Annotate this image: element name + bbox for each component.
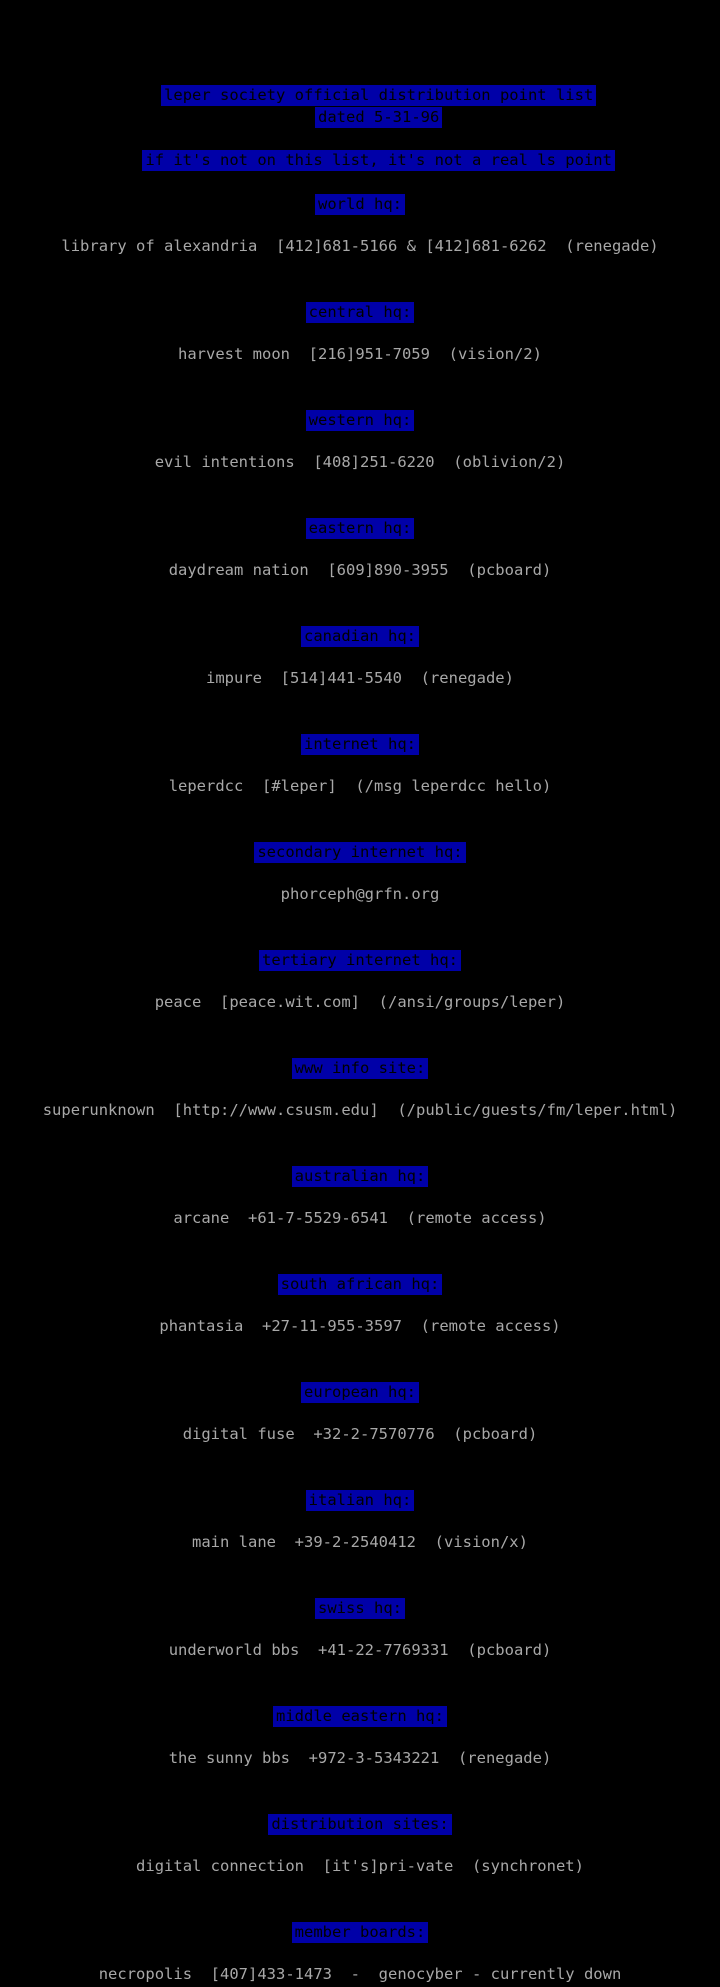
section-heading: eastern hq: — [306, 518, 415, 539]
section-heading: www info site: — [292, 1058, 429, 1079]
section-entry: library of alexandria [412]681-5166 & [412]681-6262 (renegade) — [61, 237, 659, 255]
section-heading-row — [0, 1814, 720, 1835]
section-heading-row — [0, 518, 720, 539]
section-entry: necropolis [407]433-1473 - genocyber - currently down — [98, 1965, 622, 1983]
section-entry: phantasia +27-11-955-3597 (remote access) — [159, 1317, 561, 1335]
section-heading-row — [0, 842, 720, 863]
section-heading-row — [0, 1706, 720, 1727]
warning-row — [0, 129, 720, 169]
section-entry: phorceph@grfn.org — [280, 885, 440, 903]
section-heading-row — [0, 194, 720, 215]
list-title-row — [0, 64, 720, 104]
section-heading: distribution sites: — [268, 1814, 451, 1835]
section-heading: swiss hq: — [315, 1598, 405, 1619]
list-date-row — [0, 86, 720, 126]
section-heading: italian hq: — [306, 1490, 415, 1511]
section-entry: main lane +39-2-2540412 (vision/x) — [192, 1533, 528, 1551]
section-heading-row — [0, 1382, 720, 1403]
list-title: leper society official distribution point list — [161, 85, 596, 106]
section-heading: south african hq: — [278, 1274, 443, 1295]
section-heading-row — [0, 1598, 720, 1619]
section-entry: evil intentions [408]251-6220 (oblivion/2) — [154, 453, 566, 471]
section-heading: australian hq: — [292, 1166, 429, 1187]
section-entry: the sunny bbs +972-3-5343221 (renegade) — [168, 1749, 552, 1767]
section-heading-row — [0, 950, 720, 971]
section-heading: middle eastern hq: — [273, 1706, 447, 1727]
section-entry: digital connection [it's]pri-vate (synchronet) — [136, 1857, 584, 1875]
section-heading: western hq: — [306, 410, 415, 431]
section-heading-row — [0, 626, 720, 647]
section-entry: leperdcc [#leper] (/msg leperdcc hello) — [168, 777, 552, 795]
section-heading-row — [0, 410, 720, 431]
section-entry: peace [peace.wit.com] (/ansi/groups/leper) — [154, 993, 566, 1011]
section-entry: daydream nation [609]890-3955 (pcboard) — [168, 561, 552, 579]
section-entry: underworld bbs +41-22-7769331 (pcboard) — [168, 1641, 552, 1659]
section-heading: central hq: — [306, 302, 415, 323]
section-heading-row — [0, 734, 720, 755]
section-heading: tertiary internet hq: — [259, 950, 461, 971]
section-heading: internet hq: — [301, 734, 419, 755]
section-heading: world hq: — [315, 194, 405, 215]
section-heading-row — [0, 302, 720, 323]
section-entry: arcane +61-7-5529-6541 (remote access) — [173, 1209, 547, 1227]
section-entry: superunknown [http://www.csusm.edu] (/public/guests/fm/leper.html) — [42, 1101, 678, 1119]
section-entry: harvest moon [216]951-7059 (vision/2) — [178, 345, 542, 363]
section-heading: canadian hq: — [301, 626, 419, 647]
section-entry: impure [514]441-5540 (renegade) — [206, 669, 514, 687]
section-entry: digital fuse +32-2-7570776 (pcboard) — [182, 1425, 538, 1443]
section-heading: european hq: — [301, 1382, 419, 1403]
section-heading-row — [0, 1274, 720, 1295]
section-heading: secondary internet hq: — [254, 842, 465, 863]
section-heading-row — [0, 1490, 720, 1511]
section-heading-row — [0, 1922, 720, 1943]
warning-banner: if it's not on this list, it's not a real ls point — [142, 150, 615, 171]
section-heading: member boards: — [292, 1922, 429, 1943]
list-date: dated 5-31-96 — [315, 107, 442, 128]
section-heading-row — [0, 1166, 720, 1187]
section-heading-row — [0, 1058, 720, 1079]
